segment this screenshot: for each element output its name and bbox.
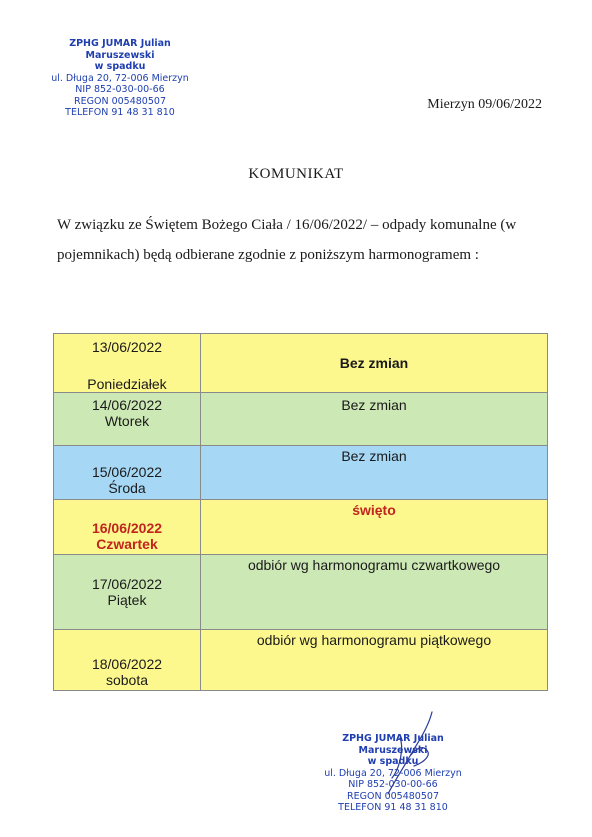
- schedule-info-cell: [201, 500, 548, 555]
- schedule-date: 18/06/2022: [91, 656, 163, 672]
- schedule-info: święto: [352, 502, 396, 518]
- schedule-date: 13/06/2022: [91, 339, 163, 355]
- schedule-info: odbiór wg harmonogramu piątkowego: [256, 632, 492, 648]
- schedule-day-cell: [54, 630, 201, 691]
- stamp-regon: REGON 005480507: [347, 790, 439, 802]
- schedule-info-cell: [201, 334, 548, 393]
- intro-paragraph: W związku ze Świętem Bożego Ciała / 16/06/2022/ – odpady komunalne (w pojemnikach) będą odbierane zgodnie z poniższym harmonogramem :: [57, 217, 517, 263]
- schedule-weekday: Wtorek: [104, 413, 150, 429]
- stamp-phone: TELEFON 91 48 31 810: [65, 107, 175, 118]
- schedule-info: Bez zmian: [341, 448, 407, 464]
- schedule-info-cell: [201, 555, 548, 630]
- schedule-date: 14/06/2022: [91, 397, 163, 413]
- schedule-day-cell: [54, 334, 201, 393]
- schedule-weekday: Środa: [108, 480, 146, 496]
- schedule-weekday: sobota: [105, 672, 149, 688]
- schedule-info-cell: [201, 393, 548, 446]
- document-title: KOMUNIKAT: [248, 166, 344, 182]
- schedule-date: 15/06/2022: [91, 464, 163, 480]
- stamp-regon: REGON 005480507: [74, 95, 166, 107]
- stamp-address: ul. Długa 20, 72-006 Mierzyn: [51, 72, 189, 84]
- schedule-date: 17/06/2022: [91, 576, 163, 592]
- company-stamp-top: [40, 38, 200, 119]
- schedule-day-cell: [54, 446, 201, 500]
- document-date: Mierzyn 09/06/2022: [427, 97, 542, 112]
- stamp-status: w spadku: [94, 61, 146, 72]
- stamp-phone: TELEFON 91 48 31 810: [338, 802, 448, 813]
- stamp-company: ZPHG JUMAR Julian Maruszewski: [69, 38, 171, 61]
- schedule-table: [53, 333, 548, 691]
- schedule-date: 16/06/2022: [91, 520, 163, 536]
- handwritten-signature: [370, 708, 440, 798]
- stamp-company: ZPHG JUMAR Julian Maruszewski: [342, 733, 444, 756]
- schedule-info: Bez zmian: [339, 355, 409, 371]
- stamp-status: w spadku: [367, 756, 419, 767]
- schedule-weekday: Czwartek: [96, 536, 158, 552]
- schedule-info-cell: [201, 630, 548, 691]
- schedule-weekday: Piątek: [107, 592, 147, 608]
- schedule-weekday: Poniedziałek: [87, 376, 167, 392]
- schedule-info-cell: [201, 446, 548, 500]
- schedule-info: odbiór wg harmonogramu czwartkowego: [247, 557, 501, 573]
- stamp-address: ul. Długa 20, 72-006 Mierzyn: [324, 767, 462, 779]
- schedule-info: Bez zmian: [341, 397, 407, 413]
- stamp-nip: NIP 852-030-00-66: [75, 84, 165, 95]
- stamp-nip: NIP 852-030-00-66: [348, 779, 438, 790]
- schedule-day-cell: [54, 393, 201, 446]
- schedule-day-cell: [54, 500, 201, 555]
- schedule-day-cell: [54, 555, 201, 630]
